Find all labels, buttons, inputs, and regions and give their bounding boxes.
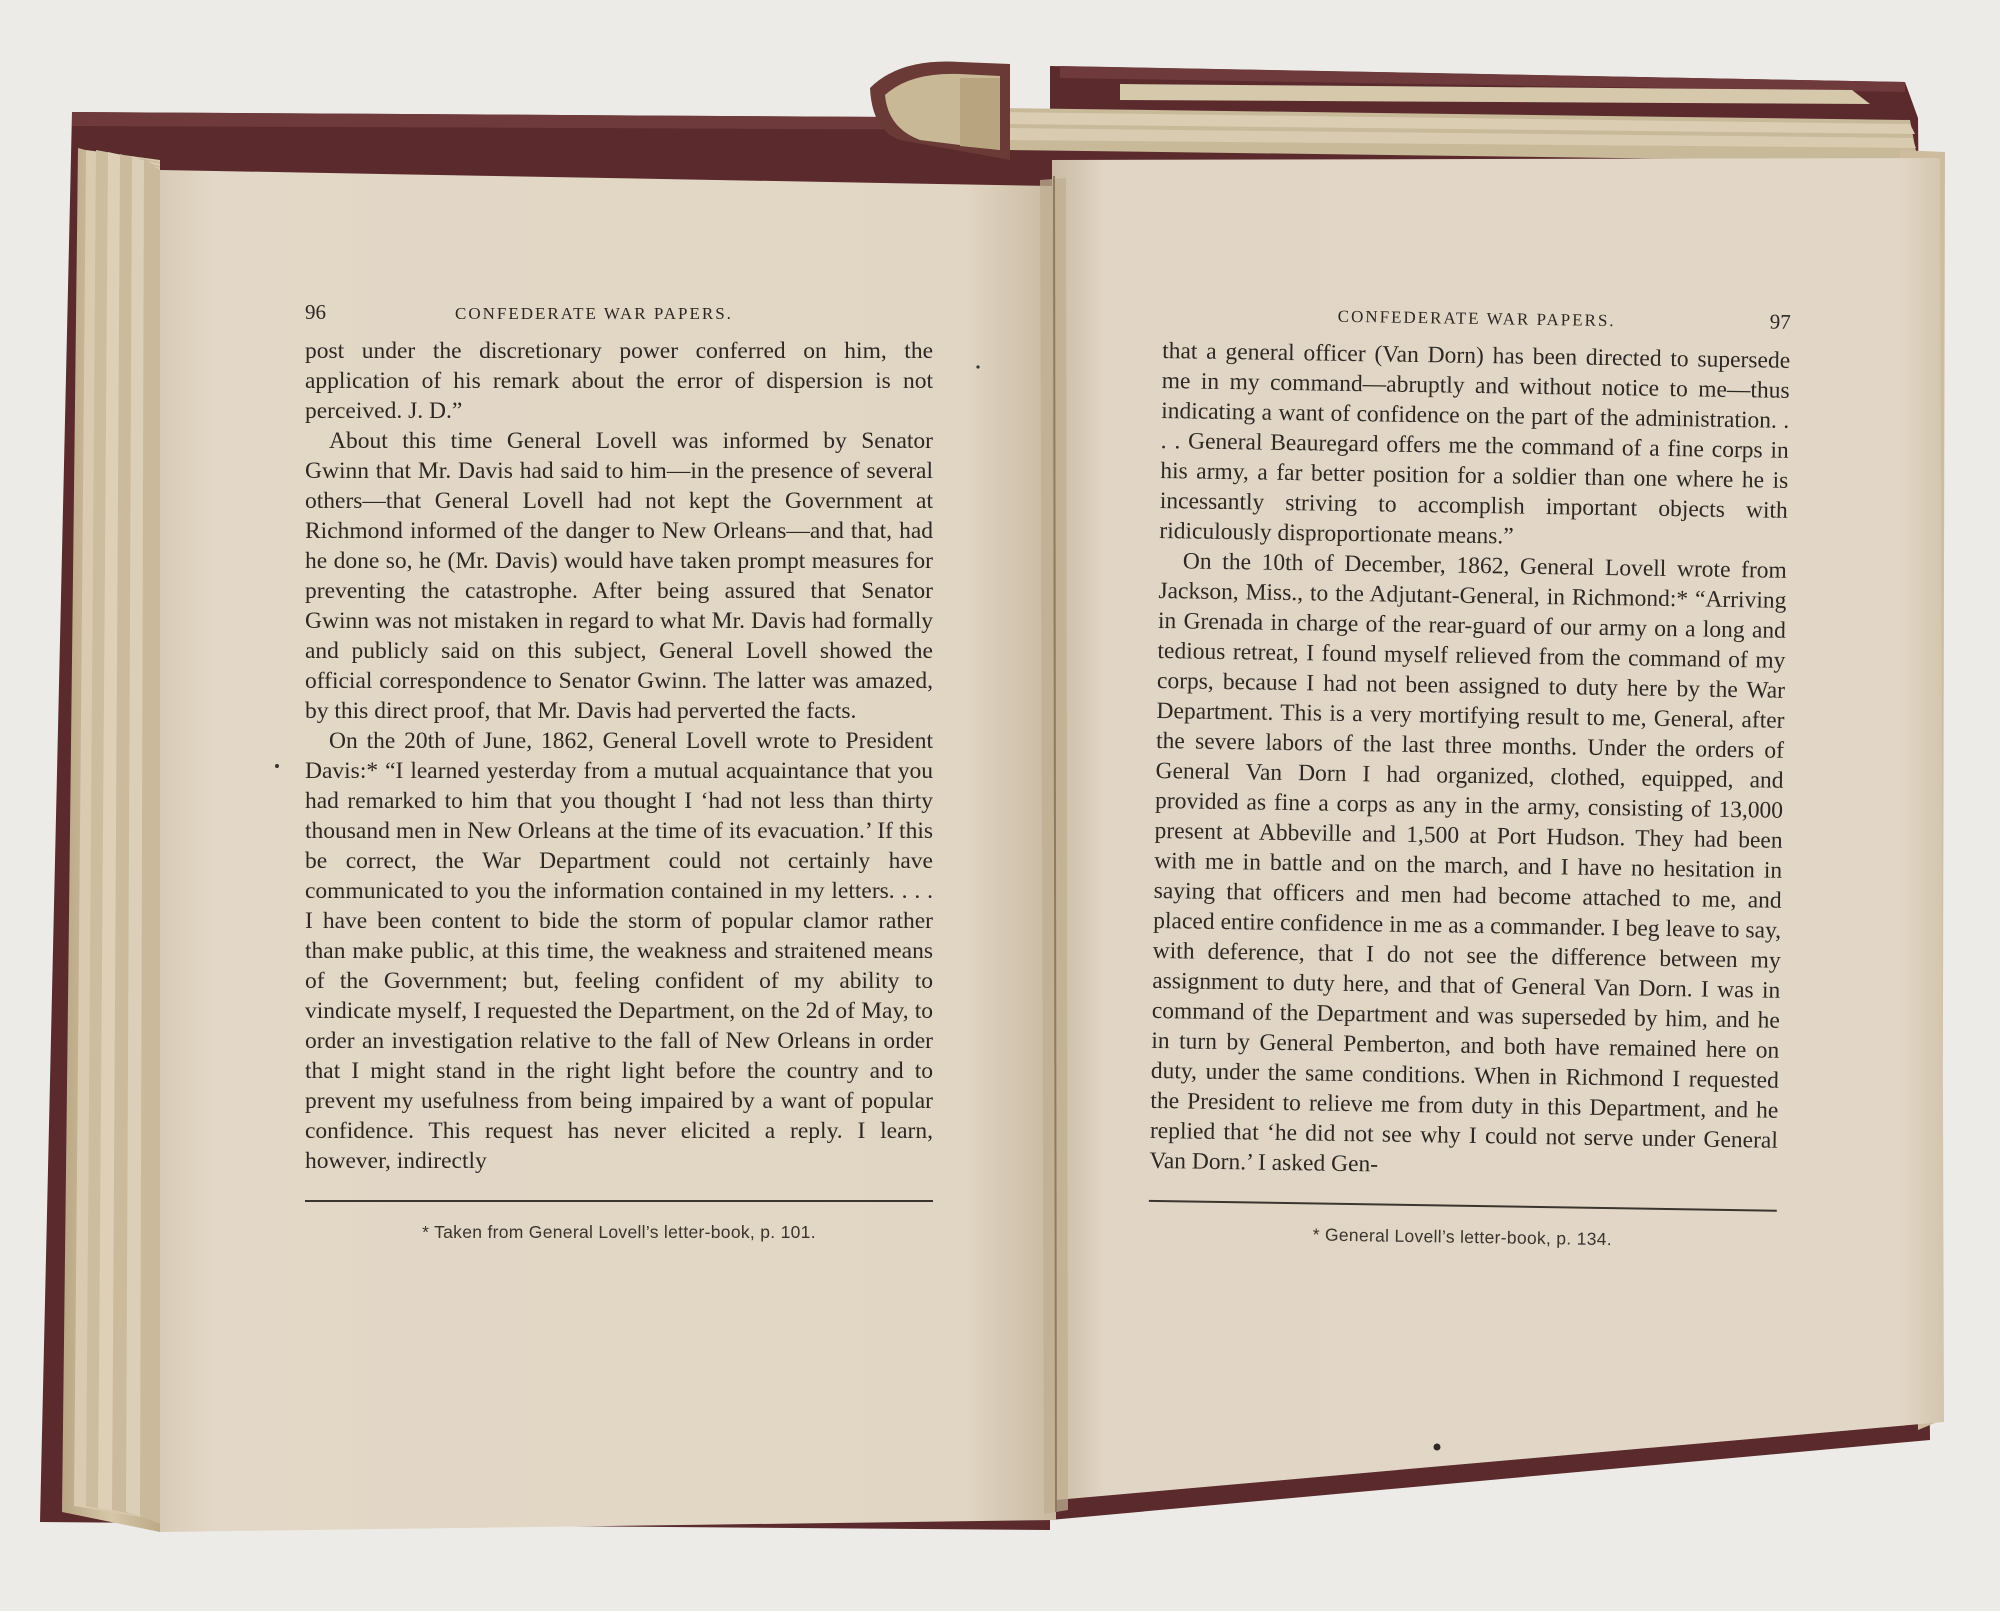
left-page [305, 300, 933, 1410]
footnote-left: * Taken from General Lovell’s letter-book, p. 101. [422, 1222, 816, 1242]
running-title-left: CONFEDERATE WAR PAPERS. [455, 304, 733, 323]
right-page [1146, 300, 1791, 1420]
running-head-left [305, 300, 933, 336]
footnote-rule-left [305, 1200, 933, 1202]
page-number-left: 96 [305, 300, 326, 324]
footnote-rule-right [1149, 1200, 1777, 1212]
running-title-right: CONFEDERATE WAR PAPERS. [1337, 306, 1616, 331]
paragraph: On the 20th of June, 1862, General Lovell wrote to President Davis:* “I learned yesterday from a mutual acquaintance that you had remarked to him that you thought I ‘had not less than thirty thousand men in New Orleans at the time of its evacuation.’ If this be correct, the War Department could not certainly have communicated to you the information contained in my letters. . . . I have been content to bide the storm of popular clamor rather than make public, at this time, the weakness and straitened means of the Government; but, feeling confident of my ability to vindicate myself, I requested the Department, on the 2d of May, to order an investigation relative to the fall of New Orleans in order that I might stand in the right light before the country and to prevent my usefulness from being impaired by a want of popular confidence. This request has never elicited a reply. I learn, however, indirectly [305, 728, 933, 1174]
page-number-right: 97 [1769, 309, 1791, 334]
page-speck [1434, 1444, 1441, 1451]
right-page-body [1149, 336, 1790, 1186]
page-speck [976, 365, 979, 368]
paragraph: About this time General Lovell was informed by Senator Gwinn that Mr. Davis had said to him—in the presence of several others—that General Lovell had not kept the Government at Richmond informed of the danger to New Orleans—and that, had he done so, he (Mr. Davis) would have taken prompt measures for preventing the catastrophe. After being assured that Senator Gwinn was not mistaken in regard to what Mr. Davis had formally and publicly said on this subject, General Lovell showed the official correspondence to Senator Gwinn. The latter was amazed, by this direct proof, that Mr. Davis had perverted the facts. [305, 428, 933, 724]
left-page-body [305, 336, 933, 1176]
page-speck [275, 764, 279, 768]
paragraph: On the 10th of December, 1862, General Lovell wrote from Jackson, Miss., to the Adjutant-General, in Richmond:* “Arriving in Grenada in charge of the rear-guard of our army on a long and tedious retreat, I found myself relieved from the command of my corps, because I had not been assigned to duty here by the War Department. This is a very mortifying result to me, General, after the severe labors of the last three months. Under the orders of General Van Dorn I had organized, clothed, equipped, and provided as fine a corps as any in the army, consisting of 13,000 present at Abbeville and 1,500 at Port Hudson. They had been with me in battle and on the march, and I have no hesitation in saying that officers and men had become attached to me, and placed entire confidence in me as a commander. I beg leave to say, with deference, that I do not see the difference between my assignment to duty here, and that of General Van Dorn. I was in command of the Department and was superseded by him, and he in turn by General Pemberton, and both have remained here on duty, under the same conditions. When in Richmond I requested the President to relieve me from duty in this Department, and he replied that ‘he did not see why I could not serve under General Van Dorn.’ I asked Gen- [1149, 548, 1788, 1178]
page-edges-left [62, 148, 160, 1532]
paragraph: post under the discretionary power conferred on him, the application of his remark about the error of dispersion is not perceived. J. D.” [305, 338, 933, 424]
paragraph: that a general officer (Van Dorn) has been directed to supersede me in my command—abruptly and without notice to me—thus indicating a want of confidence on the part of the administration. . . . General Beauregard offers me the command of a fine corps in his army, a far better position for a soldier than one where he is incessantly striving to accomplish important objects with ridiculously disproportionate means.” [1159, 337, 1791, 550]
footnote-right: * General Lovell’s letter-book, p. 134. [1312, 1224, 1613, 1250]
